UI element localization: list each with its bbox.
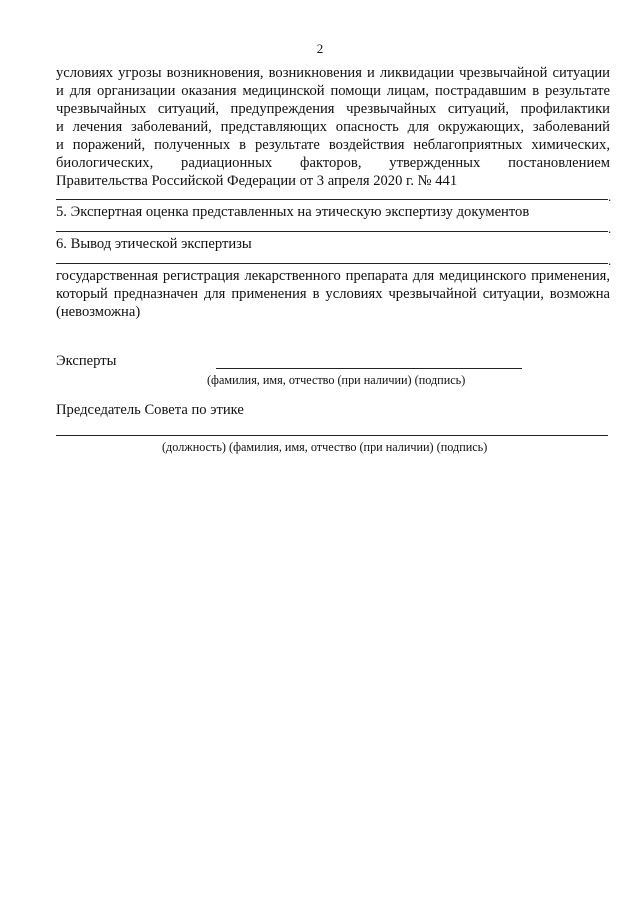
fill-in-line bbox=[56, 231, 608, 232]
conclusion-paragraph bbox=[56, 267, 610, 321]
intro-paragraph bbox=[56, 64, 610, 190]
section-6-heading: 6. Вывод этической экспертизы bbox=[56, 236, 252, 252]
intro-line: биологических, радиационных факторов, утвержденных постановлением bbox=[56, 155, 610, 171]
intro-line: и поражений, полученных в результате воздействия неблагоприятных химических, bbox=[56, 137, 610, 153]
intro-line: чрезвычайных ситуаций, предупреждения чрезвычайных ситуаций, профилактики bbox=[56, 101, 610, 117]
page-number: 2 bbox=[316, 41, 324, 56]
experts-signature-line bbox=[216, 368, 522, 369]
intro-line: Правительства Российской Федерации от 3 апреля 2020 г. № 441 bbox=[56, 173, 458, 189]
section-5-heading: 5. Экспертная оценка представленных на этическую экспертизу документов bbox=[56, 204, 530, 220]
line-end-mark: . bbox=[608, 221, 612, 236]
conclusion-line: государственная регистрация лекарственного препарата для медицинского применения, bbox=[56, 268, 610, 284]
intro-line: условиях угрозы возникновения, возникновения и ликвидации чрезвычайной ситуации bbox=[56, 65, 610, 81]
fill-in-line bbox=[56, 199, 608, 200]
chairman-caption: (должность) (фамилия, имя, отчество (при наличии) (подпись) bbox=[162, 440, 488, 454]
experts-caption: (фамилия, имя, отчество (при наличии) (подпись) bbox=[207, 373, 466, 387]
experts-label: Эксперты bbox=[56, 353, 117, 369]
conclusion-line: который предназначен для применения в условиях чрезвычайной ситуации, возможна bbox=[56, 286, 610, 302]
line-end-mark: . bbox=[608, 189, 612, 204]
intro-line: и лечения заболеваний, представляющих опасность для окружающих, заболеваний bbox=[56, 119, 610, 135]
chairman-label: Председатель Совета по этике bbox=[56, 402, 244, 418]
fill-in-line bbox=[56, 263, 608, 264]
conclusion-line: (невозможна) bbox=[56, 304, 141, 320]
line-end-mark: . bbox=[608, 253, 612, 268]
intro-line: и для организации оказания медицинской помощи лицам, пострадавшим в результате bbox=[56, 83, 610, 99]
chairman-signature-line bbox=[56, 435, 608, 436]
